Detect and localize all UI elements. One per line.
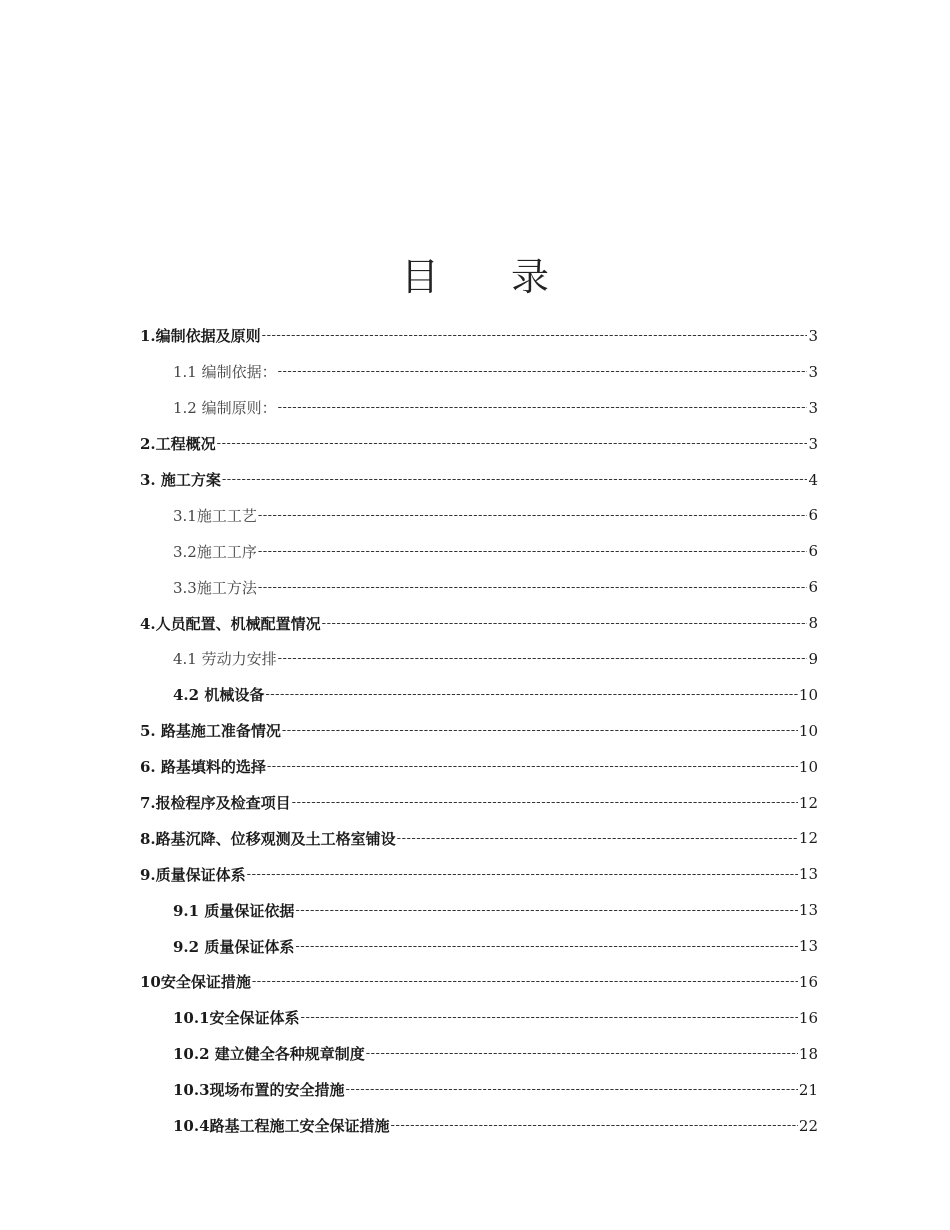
toc-dot-leader [258,508,808,523]
toc-entry-page: 21 [798,1080,818,1099]
toc-entry-label: 4.2 机械设备 [173,686,265,705]
toc-entry[interactable] [140,318,818,354]
toc-entry-page: 13 [798,865,818,884]
table-of-contents [140,318,818,1143]
toc-entry[interactable] [140,892,818,928]
toc-entry-page: 16 [798,972,818,991]
toc-entry-page: 9 [808,649,818,668]
toc-entry-page: 22 [798,1116,818,1135]
toc-entry-label: 3.3施工方法 [173,578,257,597]
toc-entry-page: 13 [798,937,818,956]
toc-entry-label: 10.4路基工程施工安全保证措施 [173,1117,390,1136]
toc-dot-leader [217,436,808,451]
toc-entry-label: 10.3现场布置的安全措施 [173,1081,345,1100]
toc-entry-page: 6 [808,542,818,561]
toc-entry-label: 3. 施工方案 [140,471,221,489]
toc-entry-label: 4.人员配置、机械配置情况 [140,614,321,633]
toc-dot-leader [278,364,808,379]
toc-entry[interactable] [140,426,818,462]
toc-entry[interactable] [140,390,818,426]
toc-entry-page: 10 [798,685,818,704]
toc-entry[interactable] [140,641,818,677]
toc-dot-leader [222,472,808,487]
toc-entry-page: 10 [798,721,818,740]
toc-dot-leader [346,1082,798,1097]
toc-entry[interactable] [140,569,818,605]
toc-entry-page: 3 [808,434,818,453]
toc-dot-leader [278,651,808,666]
toc-entry[interactable] [140,462,818,498]
toc-dot-leader [292,795,798,810]
toc-entry[interactable] [140,713,818,749]
toc-entry[interactable] [140,785,818,821]
toc-entry-label: 8.路基沉降、位移观测及土工格室铺设 [140,829,396,848]
toc-dot-leader [247,867,798,882]
toc-entry-page: 10 [798,757,818,776]
toc-entry-label: 9.质量保证体系 [140,865,246,884]
toc-entry[interactable] [140,820,818,856]
toc-dot-leader [322,616,808,631]
toc-dot-leader [366,1046,798,1061]
toc-entry-page: 12 [798,793,818,812]
toc-entry-page: 3 [808,398,818,417]
toc-entry[interactable] [140,605,818,641]
toc-dot-leader [282,723,798,738]
toc-entry-label: 2.工程概况 [140,435,216,454]
toc-dot-leader [258,544,808,559]
toc-entry-label: 1.2 编制原则： [173,399,277,418]
toc-dot-leader [252,974,798,989]
toc-entry-page: 13 [798,901,818,920]
toc-entry[interactable] [140,749,818,785]
toc-entry-label: 10安全保证措施 [140,973,251,992]
toc-dot-leader [397,831,798,846]
toc-entry[interactable] [140,856,818,892]
toc-title: 目 录 [400,255,580,299]
toc-dot-leader [301,1010,798,1025]
toc-entry-page: 16 [798,1008,818,1027]
toc-entry-page: 18 [798,1044,818,1063]
toc-dot-leader [267,759,798,774]
toc-entry-page: 3 [808,362,818,381]
toc-entry[interactable] [140,964,818,1000]
toc-entry[interactable] [140,1036,818,1072]
toc-entry-label: 10.2 建立健全各种规章制度 [173,1045,365,1064]
toc-entry-label: 10.1安全保证体系 [173,1009,300,1028]
toc-entry-label: 6. 路基填料的选择 [140,758,266,777]
toc-entry[interactable] [140,1000,818,1036]
toc-entry-label: 4.1 劳动力安排 [173,650,277,669]
toc-entry-page: 3 [808,326,818,345]
toc-dot-leader [278,400,808,415]
toc-entry[interactable] [140,354,818,390]
toc-dot-leader [295,903,798,918]
toc-entry[interactable] [140,497,818,533]
toc-entry-page: 8 [808,614,818,633]
toc-entry-page: 6 [808,578,818,597]
toc-entry-label: 9.2 质量保证体系 [173,937,295,956]
toc-entry-label: 7.报检程序及检查项目 [140,794,291,813]
toc-entry-label: 3.2施工工序 [173,542,257,561]
toc-entry[interactable] [140,1108,818,1144]
toc-dot-leader [262,328,808,343]
toc-entry-page: 4 [808,470,818,489]
toc-entry[interactable] [140,928,818,964]
toc-dot-leader [391,1118,798,1133]
toc-dot-leader [295,939,798,954]
toc-entry[interactable] [140,533,818,569]
toc-entry[interactable] [140,677,818,713]
toc-entry-page: 12 [798,829,818,848]
toc-entry-label: 1.1 编制依据： [173,363,277,382]
toc-entry-label: 3.1施工工艺 [173,506,257,525]
toc-entry-page: 6 [808,506,818,525]
toc-entry-label: 1.编制依据及原则 [140,327,261,346]
toc-entry-label: 5. 路基施工准备情况 [140,722,281,741]
toc-entry[interactable] [140,1072,818,1108]
toc-entry-label: 9.1 质量保证依据 [173,901,295,920]
toc-dot-leader [265,687,798,702]
toc-dot-leader [258,580,808,595]
